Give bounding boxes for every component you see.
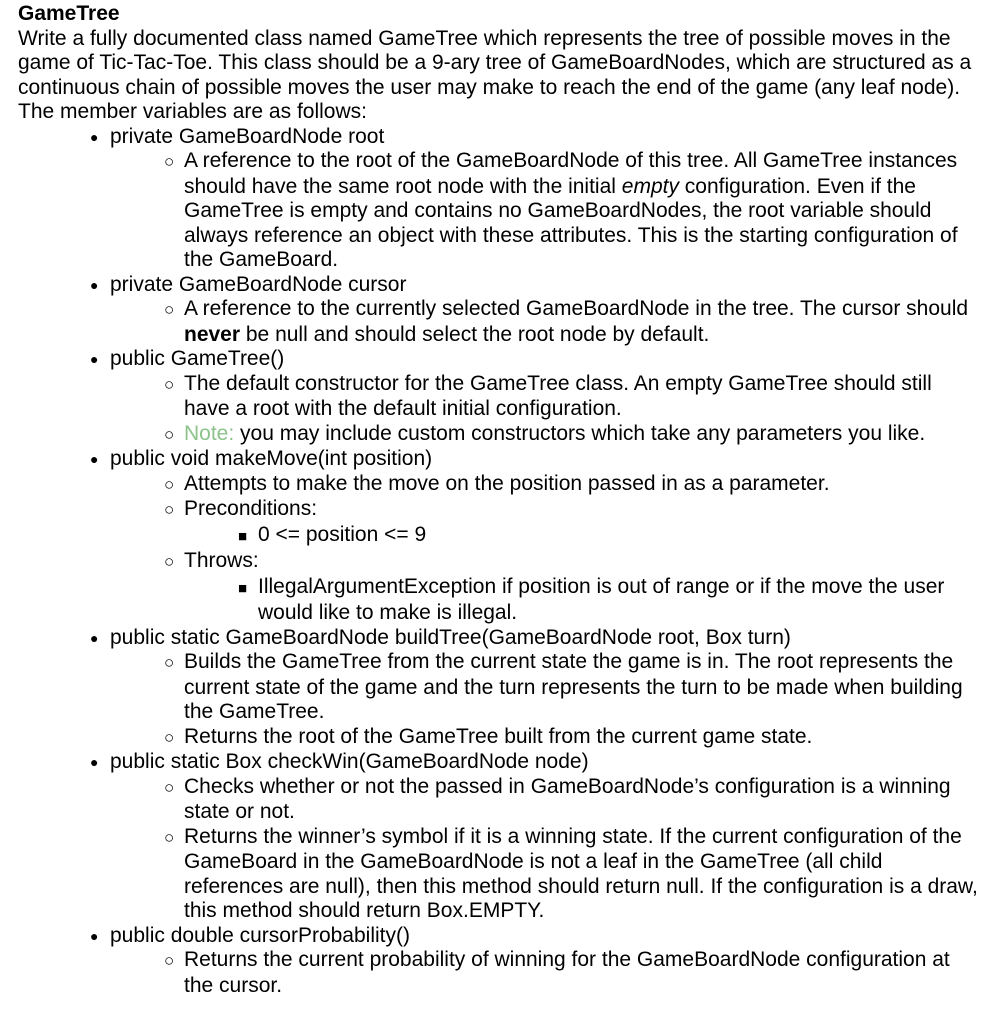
detail-item xyxy=(164,472,978,498)
sub-detail-list xyxy=(184,523,978,550)
member-details xyxy=(110,650,978,750)
sub-detail-text: 0 <= position <= 9 xyxy=(258,522,427,546)
detail-item xyxy=(164,825,978,924)
sub-detail-list xyxy=(184,575,978,626)
sub-detail-text: IllegalArgumentException if position is out of range or if the move the user would like to make is illegal. xyxy=(258,574,945,624)
detail-text: Preconditions: xyxy=(184,497,318,520)
hollow-circle-bullet-icon: ○ xyxy=(164,552,175,571)
detail-item xyxy=(164,775,978,825)
member-signature: public static Box checkWin(GameBoardNode node) xyxy=(110,750,589,773)
member-item-constructor xyxy=(90,347,978,447)
detail-item xyxy=(164,497,978,549)
member-signature: public void makeMove(int position) xyxy=(110,447,433,470)
member-signature: public double cursorProbability() xyxy=(110,923,410,947)
section-title: GameTree xyxy=(18,2,120,25)
bold-text: never xyxy=(184,322,241,346)
detail-text: The default constructor for the GameTree class. An empty GameTree should still have a root with the default initial configuration. xyxy=(184,371,932,420)
detail-text: Throws: xyxy=(184,549,259,572)
member-item-buildtree xyxy=(90,626,978,751)
detail-text: you may include custom constructors which take any parameters you like. xyxy=(234,421,926,445)
hollow-circle-bullet-icon: ○ xyxy=(164,474,175,494)
member-item-root xyxy=(90,125,978,273)
detail-text: be null and should select the root node by default. xyxy=(240,322,710,346)
member-signature: private GameBoardNode cursor xyxy=(110,272,407,296)
member-item-makemove xyxy=(90,447,978,626)
note-label: Note: xyxy=(184,421,235,445)
intro-paragraph: Write a fully documented class named GameTree which represents the tree of possible moves in the game of Tic-Tac-Toe. This class should be a 9-ary tree of GameBoardNodes, which are structured as a continuous chain of possible moves the user may make to reach the end of the game (any leaf node). The member variables are as follows: xyxy=(18,26,972,123)
detail-item xyxy=(164,149,978,273)
sub-detail-item xyxy=(238,575,978,626)
detail-item xyxy=(164,650,978,725)
hollow-circle-bullet-icon: ○ xyxy=(164,300,175,319)
detail-item xyxy=(164,725,978,751)
detail-text: configuration. Even if the GameTree is empty and contains no GameBoardNodes, the root variable should always reference an object with these attributes. This is the starting configuration of the GameBoard. xyxy=(184,174,958,271)
member-details xyxy=(110,775,978,924)
detail-item xyxy=(164,372,978,422)
hollow-circle-bullet-icon: ○ xyxy=(164,500,175,519)
hollow-circle-bullet-icon: ○ xyxy=(164,374,175,394)
detail-text: A reference to the root of the GameBoardNode of this tree. All GameTree instances should have the same root node with the initial xyxy=(184,149,958,198)
member-details xyxy=(110,149,978,273)
member-details xyxy=(110,297,978,347)
detail-text: Attempts to make the move on the position passed in as a parameter. xyxy=(184,471,830,495)
member-item-cursorprobability xyxy=(90,924,978,999)
hollow-circle-bullet-icon: ○ xyxy=(164,727,175,747)
member-list xyxy=(18,125,978,999)
member-signature: public static GameBoardNode buildTree(GameBoardNode root, Box turn) xyxy=(110,625,791,649)
member-details xyxy=(110,948,978,998)
detail-item xyxy=(164,549,978,626)
hollow-circle-bullet-icon: ○ xyxy=(164,152,175,171)
hollow-circle-bullet-icon: ○ xyxy=(164,653,175,672)
detail-text: Returns the root of the GameTree built from the current game state. xyxy=(184,724,813,748)
detail-text: Builds the GameTree from the current state the game is in. The root represents the current state of the game and the turn represents the turn to be made when building the GameTree. xyxy=(184,650,963,723)
square-bullet-icon: ■ xyxy=(238,527,248,545)
hollow-circle-bullet-icon: ○ xyxy=(164,951,175,970)
square-bullet-icon: ■ xyxy=(238,579,248,597)
member-details xyxy=(110,372,978,448)
hollow-circle-bullet-icon: ○ xyxy=(164,424,175,444)
detail-text: Checks whether or not the passed in GameBoardNode’s configuration is a winning state or not. xyxy=(184,774,951,823)
member-details xyxy=(110,472,978,626)
detail-item xyxy=(164,948,978,998)
detail-item xyxy=(164,297,978,347)
member-item-cursor xyxy=(90,273,978,348)
member-signature: private GameBoardNode root xyxy=(110,124,385,148)
member-signature: public GameTree() xyxy=(110,347,285,370)
hollow-circle-bullet-icon: ○ xyxy=(164,827,175,847)
hollow-circle-bullet-icon: ○ xyxy=(164,777,175,797)
detail-text: Returns the current probability of winning for the GameBoardNode configuration at the cursor. xyxy=(184,948,950,997)
sub-detail-item xyxy=(238,523,978,550)
detail-item xyxy=(164,422,978,448)
detail-text: A reference to the currently selected GameBoardNode in the tree. The cursor should xyxy=(184,297,969,320)
emphasis-text: empty xyxy=(621,174,679,198)
member-item-checkwin xyxy=(90,750,978,924)
detail-text: Returns the winner’s symbol if it is a winning state. If the current configuration of the GameBoard in the GameBoardNode is not a leaf in the GameTree (all child references are null), then this method should return null. If the configuration is a draw, this method should return Box.EMPTY. xyxy=(184,824,978,922)
